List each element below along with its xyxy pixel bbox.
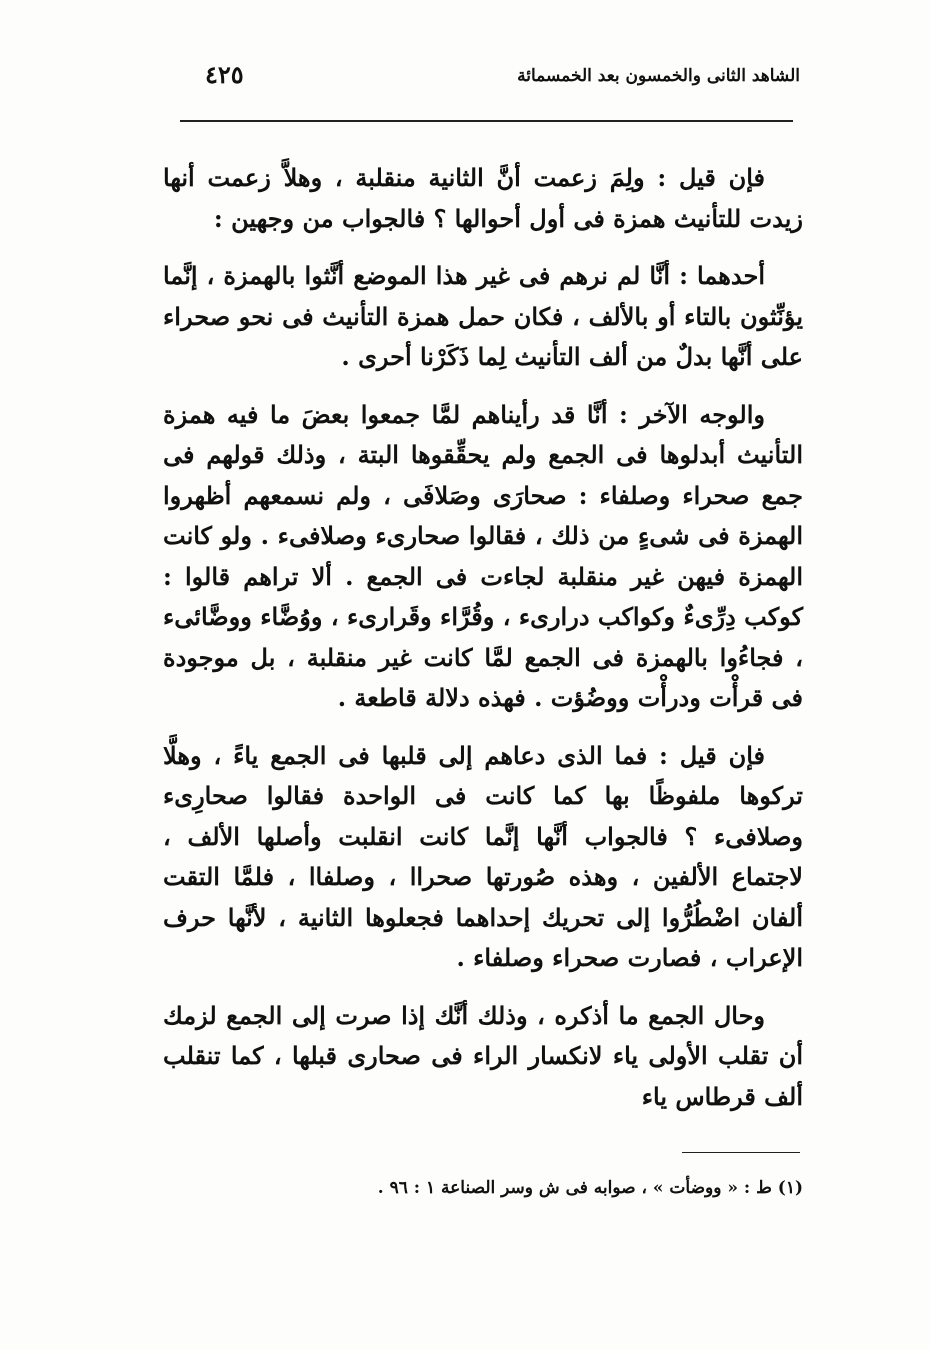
running-title: الشاهد الثانى والخمسون بعد الخمسمائة	[517, 66, 800, 86]
page-number: ٤٢٥	[205, 60, 244, 89]
paragraph: والوجه الآخر : أنَّا قد رأيناهم لمَّا جمعوا بعضَ ما فيه همزة التأنيث أبدلوها فى الجمع ولم يحقِّقوها البتة ، وذلك قولهم فى جمع صحراء وصلفاء : صحارَى وصَلافَى ، ولم نسمعهم أظهروا الهمزة فى شىءٍ من ذلك ، فقالوا صحارىء وصلافىء . ولو كانت الهمزة فيهن غير منقلبة لجاءت فى الجمع . ألا تراهم قالوا : كوكب دِرِّىءٌ وكواكب درارىء ، وقُرَّاء وقَرارىء ، ووُضَّاء ووضَّائىء ، فجاءُوا بالهمزة فى الجمع لمَّا كانت غير منقلبة ، بل موجودة فى قرأْت ودرأْت ووضُؤت . فهذه دلالة قاطعة .	[163, 399, 803, 712]
paragraph: فإن قيل : ولِمَ زعمت أنَّ الثانية منقلبة ، وهلاَّ زعمت أنها زيدت للتأنيث همزة فى أول أحوالها ؟ فالجواب من وجهين :	[163, 163, 803, 233]
body-text	[163, 158, 803, 1134]
paragraph: أحدهما : أنَّا لم نرهم فى غير هذا الموضع أنَّثوا بالهمزة ، إنَّما يؤنِّثون بالتاء أو بالألف ، فكان حمل همزة التأنيث فى نحو صحراء على أنَّها بدلٌ من ألف التأنيث لِما ذَكَرْنا أحرى .	[163, 261, 804, 371]
footnote-rule	[682, 1152, 800, 1153]
paragraph: فإن قيل : فما الذى دعاهم إلى قلبها فى الجمع ياءً ، وهلَّا تركوها ملفوظًا بها كما كانت فى الواحدة فقالوا صحارِىء وصلافىء ؟ فالجواب أنَّها إنَّما كانت انقلبت وأصلها الألف ، لاجتماع الألفين ، وهذه صُورتها صحراا ، وصلفاا ، فلمَّا التقت ألفان اضْطُرُّوا إلى تحريك إحداهما فجعلوها الثانية ، لأنَّها حرف الإعراب ، فصارت صحراء وصلفاء .	[163, 740, 803, 972]
running-head	[175, 60, 800, 100]
header-rule	[180, 120, 793, 122]
footnote: (١) ط : « ووضأت » ، صوابه فى ش وسر الصناعة ١ : ٩٦ .	[377, 1178, 803, 1198]
paragraph: وحال الجمع ما أذكره ، وذلك أنَّك إذا صرت إلى الجمع لزمك أن تقلب الأولى ياء لانكسار الراء فى صحارى قبلها ، كما تنقلب ألف قرطاس ياء	[163, 1000, 803, 1111]
